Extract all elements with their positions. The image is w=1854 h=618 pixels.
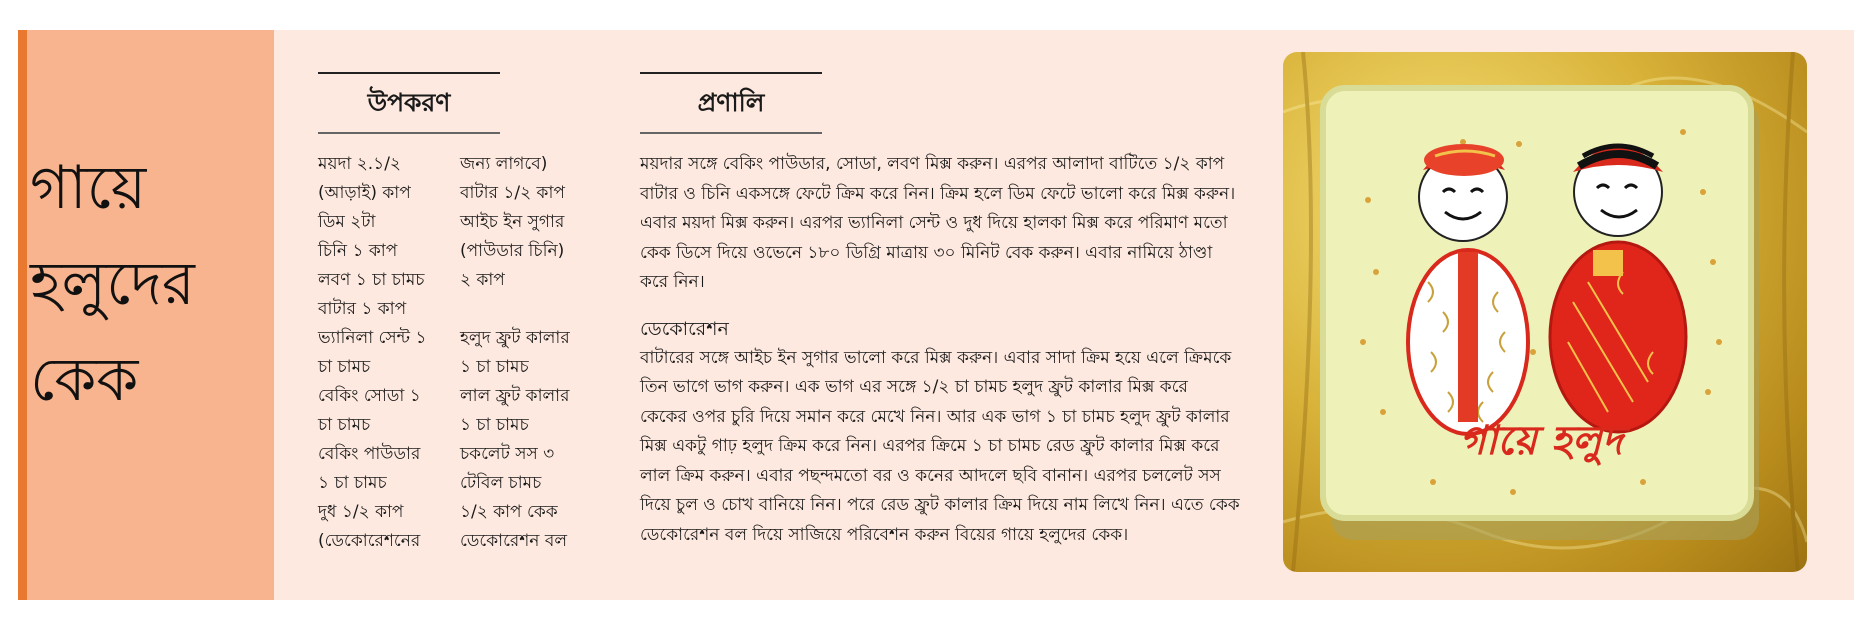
ingredient-line: লাল ফ্রুট কালার (460, 386, 570, 406)
title-line: হলুদের (30, 249, 195, 319)
recipe-title (30, 140, 245, 428)
method-heading: প্রণালি (640, 72, 822, 134)
ingredient-line: চা চামচ (318, 415, 371, 435)
ingredient-line: জন্য লাগবে) (460, 154, 548, 174)
ingredient-line (460, 295, 610, 324)
ingredient-line: চা চামচ (318, 357, 371, 377)
ingredient-line: ১ চা চামচ (460, 357, 529, 377)
decoration-paragraph: বাটারের সঙ্গে আইচ ইন সুগার ভালো করে মিক্স করুন। এবার সাদা ক্রিম হয়ে এলে ক্রিমকে তিন ভাগে ভাগ করুন। এক ভাগ এর সঙ্গে ১/২ চা চামচ হলুদ ফ্রুট কালার মিক্স করে কেকের ওপর চুরি দিয়ে সমান করে মেখে নিন। আর এক ভাগ ১ চা চামচ হলুদ ফ্রুট কালার মিক্স একটু গাঢ় হলুদ ক্রিম করে নিন। এরপর ক্রিমে ১ চা চামচ রেড ফ্রুট কালার মিক্স করে লাল ক্রিম করুন। এবার পছন্দমতো বর ও কনের আদলে ছবি বানান। এরপর চললেট সস দিয়ে চুল ও চোখ বানিয়ে নিন। পরে রেড ফ্রুট কালার ক্রিম দিয়ে নাম লিখে নিন। এতে কেক ডেকোরেশন বল দিয়ে সাজিয়ে পরিবেশন করুন বিয়ের গায়ে হলুদের কেক। (640, 347, 1240, 545)
ingredient-line: বাটার ১ কাপ (318, 299, 407, 319)
ingredient-line: (আড়াই) কাপ (318, 183, 411, 203)
ingredient-line: লবণ ১ চা চামচ (318, 270, 425, 290)
accent-bar (18, 30, 27, 600)
ingredient-line: দুধ ১/২ কাপ (318, 502, 404, 522)
cake-photo (1283, 52, 1807, 572)
ingredient-line: ১ চা চামচ (318, 473, 387, 493)
ingredient-line: (ডেকোরেশনের (318, 531, 421, 551)
ingredient-line: ময়দা ২.১/২ (318, 154, 401, 174)
title-line: গায়ে (30, 153, 147, 223)
ingredient-line: (পাউডার চিনি) (460, 241, 565, 261)
ingredient-line: টেবিল চামচ (460, 473, 542, 493)
ingredient-line: আইচ ইন সুগার (460, 212, 565, 232)
ingredient-line: হলুদ ফ্রুট কালার (460, 328, 570, 348)
decoration-heading: ডেকোরেশন (640, 317, 729, 340)
ingredient-line: চিনি ১ কাপ (318, 241, 398, 261)
ingredient-line: বেকিং পাউডার (318, 444, 421, 464)
ingredient-line: বাটার ১/২ কাপ (460, 183, 565, 203)
ingredient-line: ডিম ২টা (318, 212, 376, 232)
ingredient-line: ভ্যানিলা সেন্ট ১ (318, 328, 427, 348)
ingredient-line: ১ চা চামচ (460, 415, 529, 435)
ingredients-list-left (318, 150, 458, 556)
ingredients-list-right (460, 150, 610, 556)
ingredient-line: চকলেট সস ৩ (460, 444, 555, 464)
ingredients-heading: উপকরণ (318, 72, 500, 134)
title-line: কেক (30, 345, 139, 415)
ingredient-line: ২ কাপ (460, 270, 505, 290)
ingredient-line: বেকিং সোডা ১ (318, 386, 421, 406)
cake-inscription: গায়ে হলুদ (1459, 418, 1623, 464)
ingredient-line: ডেকোরেশন বল (460, 531, 567, 551)
method-text (640, 150, 1240, 550)
ingredient-line: ১/২ কাপ কেক (460, 502, 558, 522)
cake-illustration (1283, 52, 1807, 572)
method-paragraph: ময়দার সঙ্গে বেকিং পাউডার, সোডা, লবণ মিক্স করুন। এরপর আলাদা বাটিতে ১/২ কাপ বাটার ও চিনি একসঙ্গে ফেটে ক্রিম করে নিন। ক্রিম হলে ডিম ফেটে ভালো করে মিক্স করুন। এবার ময়দা মিক্স করুন। এরপর ভ্যানিলা সেন্ট ও দুধ দিয়ে হালকা মিক্স করে পরিমাণ মতো কেক ডিসে দিয়ে ওভেনে ১৮০ ডিগ্রি মাত্রায় ৩০ মিনিট বেক করুন। এবার নামিয়ে ঠাণ্ডা করে নিন। (640, 154, 1236, 292)
